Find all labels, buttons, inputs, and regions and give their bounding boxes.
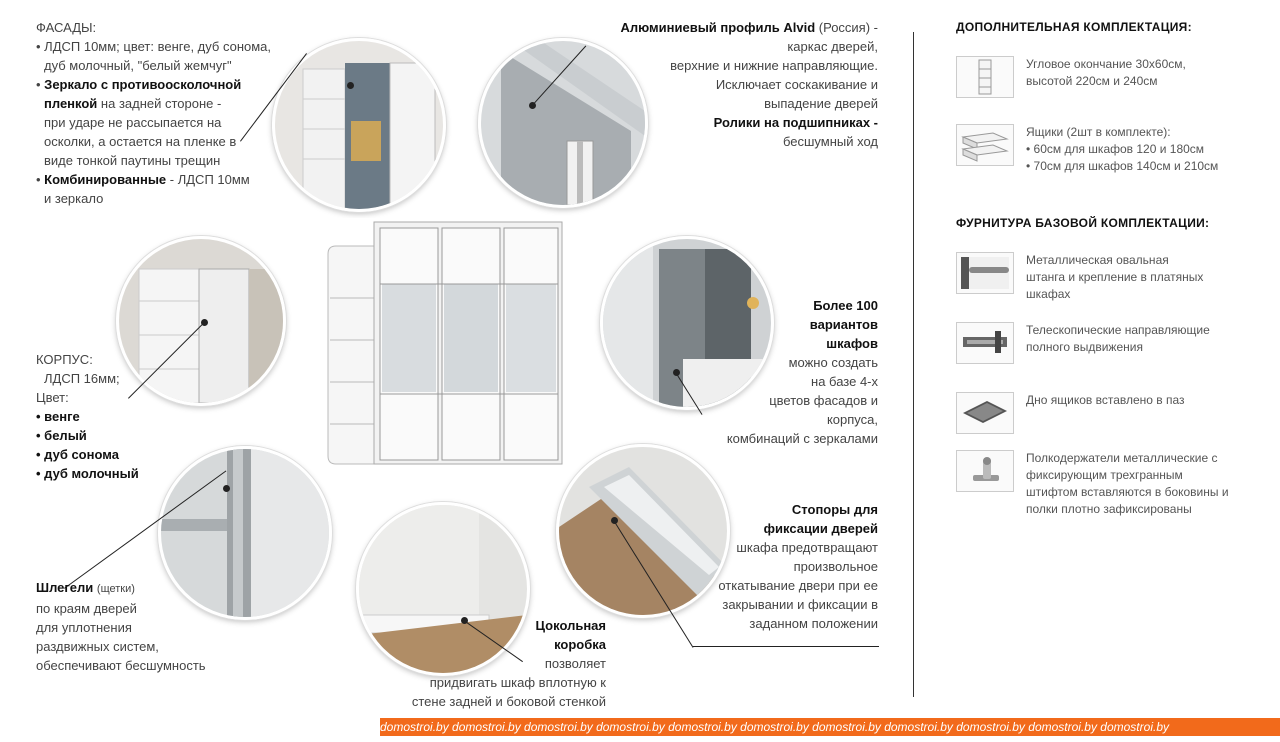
brushes-line: обеспечивают бесшумность: [36, 658, 206, 673]
additional-heading: ДОПОЛНИТЕЛЬНАЯ КОМПЛЕКТАЦИЯ:: [956, 20, 1192, 34]
item-line: фиксирующим трехгранным: [1026, 468, 1183, 482]
item-line: Ящики (2шт в комплекте):: [1026, 125, 1171, 139]
item-line: штанга и крепление в платяных: [1026, 270, 1204, 284]
brushes-line: для уплотнения: [36, 620, 132, 635]
plinth-block: [396, 616, 606, 711]
item-line: Металлическая овальная: [1026, 253, 1169, 267]
base-hardware-heading: ФУРНИТУРА БАЗОВОЙ КОМПЛЕКТАЦИИ:: [956, 216, 1210, 230]
facades-block: [36, 18, 296, 208]
variants-line: можно создать: [788, 355, 878, 370]
facades-line: • ЛДСП 10мм; цвет: венге, дуб сонома,: [36, 39, 272, 54]
additional-item-text: [1026, 56, 1236, 90]
callout-line: [693, 646, 879, 647]
item-line: Полкодержатели металлические с: [1026, 451, 1218, 465]
body-color-item: • венге: [36, 409, 80, 424]
stoppers-line: закрывании и фиксации в: [722, 597, 878, 612]
variants-line: корпуса,: [826, 412, 878, 427]
stoppers-block: [690, 500, 878, 633]
variants-title: вариантов: [809, 317, 878, 332]
item-line: Телескопические направляющие: [1026, 323, 1210, 337]
body-color-item: • дуб молочный: [36, 466, 139, 481]
plinth-line: позволяет: [544, 656, 606, 671]
facades-mirror-line: виде тонкой паутины трещин: [44, 153, 221, 168]
callout-dot: [223, 485, 230, 492]
facades-mirror-line: пленкой на задней стороне -: [44, 96, 222, 111]
plinth-title: Цокольная: [535, 618, 606, 633]
stoppers-line: заданном положении: [749, 616, 878, 631]
body-heading: КОРПУС:: [36, 352, 93, 367]
profile-line: Исключает соскакивание и: [715, 77, 878, 92]
drawer-bottom-icon: [956, 392, 1014, 434]
shelf-support-icon: [956, 450, 1014, 492]
item-line: Дно ящиков вставлено в паз: [1026, 393, 1185, 407]
profile-title: Алюминиевый профиль Alvid (Россия) -: [620, 20, 878, 35]
profile-line: верхние и нижние направляющие.: [670, 58, 878, 73]
watermark-strip: domostroi.by domostroi.by domostroi.by domostroi.by domostroi.by domostroi.by domostroi.by domostroi.by domostroi.by domostroi.by domostroi.by: [380, 718, 1280, 736]
item-line: шкафах: [1026, 287, 1071, 301]
item-line: полки плотно зафиксированы: [1026, 502, 1192, 516]
brushes-line: раздвижных систем,: [36, 639, 159, 654]
body-material: ЛДСП 16мм;: [44, 371, 120, 386]
facades-combined: • Комбинированные - ЛДСП 10мм: [36, 172, 250, 187]
item-line: • 70см для шкафов 140см и 210см: [1026, 159, 1219, 173]
item-line: штифтом вставляются в боковины и: [1026, 485, 1229, 499]
rollers-line: бесшумный ход: [782, 134, 878, 149]
plinth-line: стене задней и боковой стенкой: [411, 694, 606, 709]
variants-line: цветов фасадов и: [769, 393, 878, 408]
body-color-label: Цвет:: [36, 390, 69, 405]
column-divider: [913, 32, 914, 697]
stoppers-line: откатывание двери при ее: [718, 578, 878, 593]
callout-dot: [673, 369, 680, 376]
additional-item-text: [1026, 124, 1236, 175]
brushes-block: [36, 578, 256, 675]
wardrobe-illustration: [322, 218, 566, 468]
stoppers-line: шкафа предотвращают: [736, 540, 878, 555]
plinth-line: придвигать шкаф вплотную к: [429, 675, 606, 690]
profile-line: выпадение дверей: [764, 96, 878, 111]
profile-block: [560, 18, 878, 151]
telescopic-slide-icon: [956, 322, 1014, 364]
profile-line: каркас дверей,: [787, 39, 878, 54]
hardware-item-text: [1026, 450, 1236, 518]
variants-title: Более 100: [813, 298, 878, 313]
hardware-item-text: [1026, 392, 1236, 409]
body-block: [36, 350, 196, 483]
drawers-icon: [956, 124, 1014, 166]
body-color-item: • дуб сонома: [36, 447, 119, 462]
item-line: • 60см для шкафов 120 и 180см: [1026, 142, 1205, 156]
facades-mirror-title: • Зеркало с противоосколочной: [36, 77, 242, 92]
item-line: Угловое окончание 30х60см,: [1026, 57, 1186, 71]
facades-mirror-line: осколки, а остается на пленке в: [44, 134, 237, 149]
callout-dot: [529, 102, 536, 109]
facades-combined-line: и зеркало: [44, 191, 104, 206]
facades-line: дуб молочный, "белый жемчуг": [44, 58, 232, 73]
facades-mirror-line: при ударе не рассыпается на: [44, 115, 222, 130]
stoppers-line: произвольное: [793, 559, 878, 574]
variants-title: шкафов: [826, 336, 878, 351]
body-color-item: • белый: [36, 428, 87, 443]
item-line: высотой 220см и 240см: [1026, 74, 1158, 88]
brushes-line: по краям дверей: [36, 601, 137, 616]
stoppers-title: Стопоры для: [791, 502, 878, 517]
rollers-title: Ролики на подшипниках -: [713, 115, 878, 130]
item-line: полного выдвижения: [1026, 340, 1143, 354]
corner-shelf-icon: [956, 56, 1014, 98]
brushes-title: Шлегели (щетки): [36, 580, 135, 595]
hardware-item-text: [1026, 322, 1236, 356]
callout-dot: [201, 319, 208, 326]
variants-line: на базе 4-х: [811, 374, 878, 389]
plinth-title: коробка: [554, 637, 606, 652]
callout-dot: [347, 82, 354, 89]
facades-heading: ФАСАДЫ:: [36, 20, 97, 35]
hardware-item-text: [1026, 252, 1236, 303]
variants-block: [700, 296, 878, 448]
variants-line: комбинаций с зеркалами: [726, 431, 878, 446]
stoppers-title: фиксации дверей: [763, 521, 878, 536]
callout-dot: [611, 517, 618, 524]
hanger-rod-icon: [956, 252, 1014, 294]
